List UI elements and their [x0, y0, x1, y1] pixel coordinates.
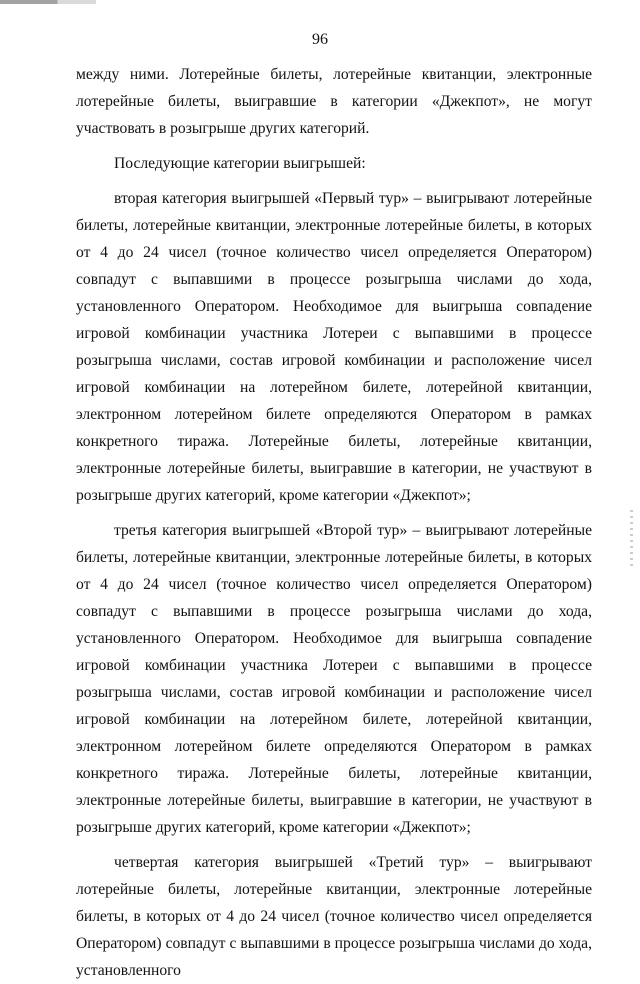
paragraph-category-fourth: четвертая категория выигрышей «Третий тур» – выигрывают лотерейные билеты, лотерейные квитанции, электронные лотерейные билеты, в которых от 4 до 24 чисел (точное количество чисел определяется Оператором) совпадут с выпавшими в процессе розыгрыша числами до хода, установленного [76, 854, 592, 979]
scan-edge-artifact [630, 510, 633, 570]
page-number: 96 [312, 31, 328, 48]
paragraph-continuation: между ними. Лотерейные билеты, лотерейные квитанции, электронные лотерейные билеты, выигравшие в категории «Джекпот», не могут участвовать в розыгрыше других категорий. [76, 66, 592, 137]
document-body [76, 61, 592, 984]
paragraph-category-second: вторая категория выигрышей «Первый тур» – выигрывают лотерейные билеты, лотерейные квитанции, электронные лотерейные билеты, в которых от 4 до 24 чисел (точное количество чисел определяется Оператором) совпадут с выпавшими в процессе розыгрыша числами до хода, установленного Оператором. Необходимое для выигрыша совпадение игровой комбинации участника Лотереи с выпавшими в процессе розыгрыша числами, состав игровой комбинации и расположение чисел игровой комбинации на лотерейном билете, лотерейной квитанции, электронном лотерейном билете определяются Оператором в рамках конкретного тиража. Лотерейные билеты, лотерейные квитанции, электронные лотерейные билеты, выигравшие в категории, не участвуют в розыгрыше других категорий, кроме категории «Джекпот»; [76, 190, 592, 504]
paragraph-category-third: третья категория выигрышей «Второй тур» – выигрывают лотерейные билеты, лотерейные квитанции, электронные лотерейные билеты, в которых от 4 до 24 чисел (точное количество чисел определяется Оператором) совпадут с выпавшими в процессе розыгрыша числами до хода, установленного Оператором. Необходимое для выигрыша совпадение игровой комбинации участника Лотереи с выпавшими в процессе розыгрыша числами, состав игровой комбинации и расположение чисел игровой комбинации на лотерейном билете, лотерейной квитанции, электронном лотерейном билете определяются Оператором в рамках конкретного тиража. Лотерейные билеты, лотерейные квитанции, электронные лотерейные билеты, выигравшие в категории, не участвуют в розыгрыше других категорий, кроме категории «Джекпот»; [76, 522, 592, 836]
paragraph-categories-intro: Последующие категории выигрышей: [114, 155, 366, 172]
scan-artifact [0, 0, 96, 4]
